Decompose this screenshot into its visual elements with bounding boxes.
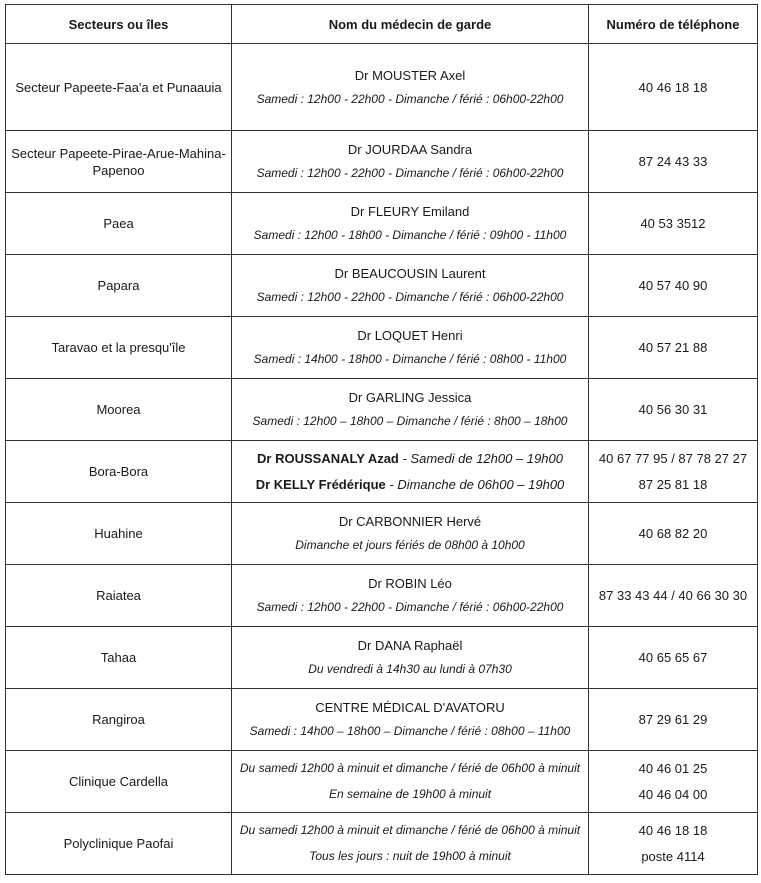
doctor-cell — [232, 813, 589, 875]
phone-cell: 40 65 65 67 — [589, 627, 758, 689]
table-row — [6, 503, 758, 565]
table-row — [6, 689, 758, 751]
doctor-cell — [232, 131, 589, 193]
header-sector: Secteurs ou îles — [6, 5, 232, 44]
phone-cell: 40 46 18 18 — [589, 44, 758, 131]
phone-cell: 87 24 43 33 — [589, 131, 758, 193]
phone-cell — [589, 441, 758, 503]
schedule: Du samedi 12h00 à minuit et dimanche / férié de 06h00 à minuit — [239, 761, 581, 775]
header-doctor: Nom du médecin de garde — [232, 5, 589, 44]
doctor-cell — [232, 751, 589, 813]
doctor-cell — [232, 689, 589, 751]
phone-cell: 40 57 21 88 — [589, 317, 758, 379]
schedule: Samedi : 12h00 - 22h00 - Dimanche / férié : 06h00-22h00 — [256, 91, 564, 106]
schedule: Samedi : 12h00 - 22h00 - Dimanche / férié : 06h00-22h00 — [256, 600, 564, 614]
doctor-cell — [232, 317, 589, 379]
sector-cell: Raiatea — [6, 565, 232, 627]
table-row — [6, 193, 758, 255]
phone-cell: 40 68 82 20 — [589, 503, 758, 565]
doctor-cell — [232, 255, 589, 317]
doctor-cell — [232, 441, 589, 503]
table-row — [6, 565, 758, 627]
doctor-name: Dr FLEURY Emiland — [350, 204, 470, 219]
schedule: Samedi : 12h00 - 18h00 - Dimanche / férié : 09h00 - 11h00 — [253, 228, 567, 242]
phone-number: poste 4114 — [641, 849, 705, 864]
table-row — [6, 255, 758, 317]
phone-cell: 87 33 43 44 / 40 66 30 30 — [589, 565, 758, 627]
table-row — [6, 131, 758, 193]
doctor-name: Dr BEAUCOUSIN Laurent — [334, 266, 486, 281]
schedule: - Dimanche de 06h00 – 19h00 — [385, 477, 565, 492]
phone-number: 40 46 01 25 — [638, 761, 708, 776]
table-row — [6, 751, 758, 813]
doctor-cell — [232, 627, 589, 689]
schedule: Samedi : 12h00 - 22h00 - Dimanche / férié : 06h00-22h00 — [256, 166, 564, 180]
doctor-name: CENTRE MÉDICAL D'AVATORU — [315, 700, 505, 715]
sector-cell: Polyclinique Paofai — [6, 813, 232, 875]
doctor-cell — [232, 44, 589, 131]
schedule: Du vendredi à 14h30 au lundi à 07h30 — [308, 662, 512, 676]
sector-cell: Paea — [6, 193, 232, 255]
sector-cell: Papara — [6, 255, 232, 317]
table-row — [6, 441, 758, 503]
schedule: Tous les jours : nuit de 19h00 à minuit — [309, 849, 511, 863]
table-row — [6, 379, 758, 441]
header-phone: Numéro de téléphone — [589, 5, 758, 44]
on-call-doctors-table — [5, 4, 758, 875]
doctor-name: Dr MOUSTER Axel — [354, 67, 466, 83]
doctor-name: Dr CARBONNIER Hervé — [338, 514, 482, 529]
table-row — [6, 317, 758, 379]
doctor-name: Dr GARLING Jessica — [348, 390, 472, 405]
schedule: Samedi : 12h00 – 18h00 – Dimanche / férié : 8h00 – 18h00 — [252, 414, 568, 428]
phone-number: 40 46 04 00 — [638, 787, 708, 802]
phone-cell: 40 53 3512 — [589, 193, 758, 255]
doctor-cell — [232, 379, 589, 441]
sector-cell: Rangiroa — [6, 689, 232, 751]
schedule: En semaine de 19h00 à minuit — [328, 787, 492, 801]
schedule: Dimanche et jours fériés de 08h00 à 10h00 — [295, 538, 525, 552]
doctor-entry — [236, 476, 584, 493]
phone-cell: 40 56 30 31 — [589, 379, 758, 441]
schedule: Du samedi 12h00 à minuit et dimanche / férié de 06h00 à minuit — [239, 823, 581, 837]
table-row — [6, 44, 758, 131]
header-row — [6, 5, 758, 44]
doctor-cell — [232, 193, 589, 255]
phone-number: 40 46 18 18 — [638, 823, 708, 838]
sector-cell: Tahaa — [6, 627, 232, 689]
phone-number: 40 67 77 95 / 87 78 27 27 — [598, 451, 748, 466]
phone-number: 87 25 81 18 — [638, 477, 708, 492]
schedule: - Samedi de 12h00 – 19h00 — [398, 451, 563, 466]
phone-cell — [589, 751, 758, 813]
phone-cell: 87 29 61 29 — [589, 689, 758, 751]
table-row — [6, 813, 758, 875]
doctor-name: Dr JOURDAA Sandra — [347, 142, 473, 157]
doctor-name: Dr ROUSSANALY Azad — [257, 451, 399, 466]
sector-cell: Moorea — [6, 379, 232, 441]
sector-cell: Secteur Papeete-Faa'a et Punaauia — [6, 44, 232, 131]
phone-cell: 40 57 40 90 — [589, 255, 758, 317]
table-row — [6, 627, 758, 689]
schedule: Samedi : 14h00 – 18h00 – Dimanche / férié : 08h00 – 11h00 — [249, 724, 571, 738]
doctor-name: Dr LOQUET Henri — [357, 328, 463, 343]
sector-cell: Huahine — [6, 503, 232, 565]
sector-cell: Secteur Papeete-Pirae-Arue-Mahina-Papenoo — [6, 131, 232, 193]
phone-cell — [589, 813, 758, 875]
doctor-cell — [232, 503, 589, 565]
doctor-name: Dr DANA Raphaël — [357, 638, 463, 653]
doctor-entry — [236, 450, 584, 467]
sector-cell: Bora-Bora — [6, 441, 232, 503]
sector-cell: Clinique Cardella — [6, 751, 232, 813]
doctor-name: Dr KELLY Frédérique — [255, 477, 386, 492]
sector-cell: Taravao et la presqu'île — [6, 317, 232, 379]
schedule: Samedi : 14h00 - 18h00 - Dimanche / férié : 08h00 - 11h00 — [253, 352, 567, 366]
doctor-cell — [232, 565, 589, 627]
doctor-name: Dr ROBIN Léo — [368, 576, 452, 591]
schedule: Samedi : 12h00 - 22h00 - Dimanche / férié : 06h00-22h00 — [256, 290, 564, 304]
